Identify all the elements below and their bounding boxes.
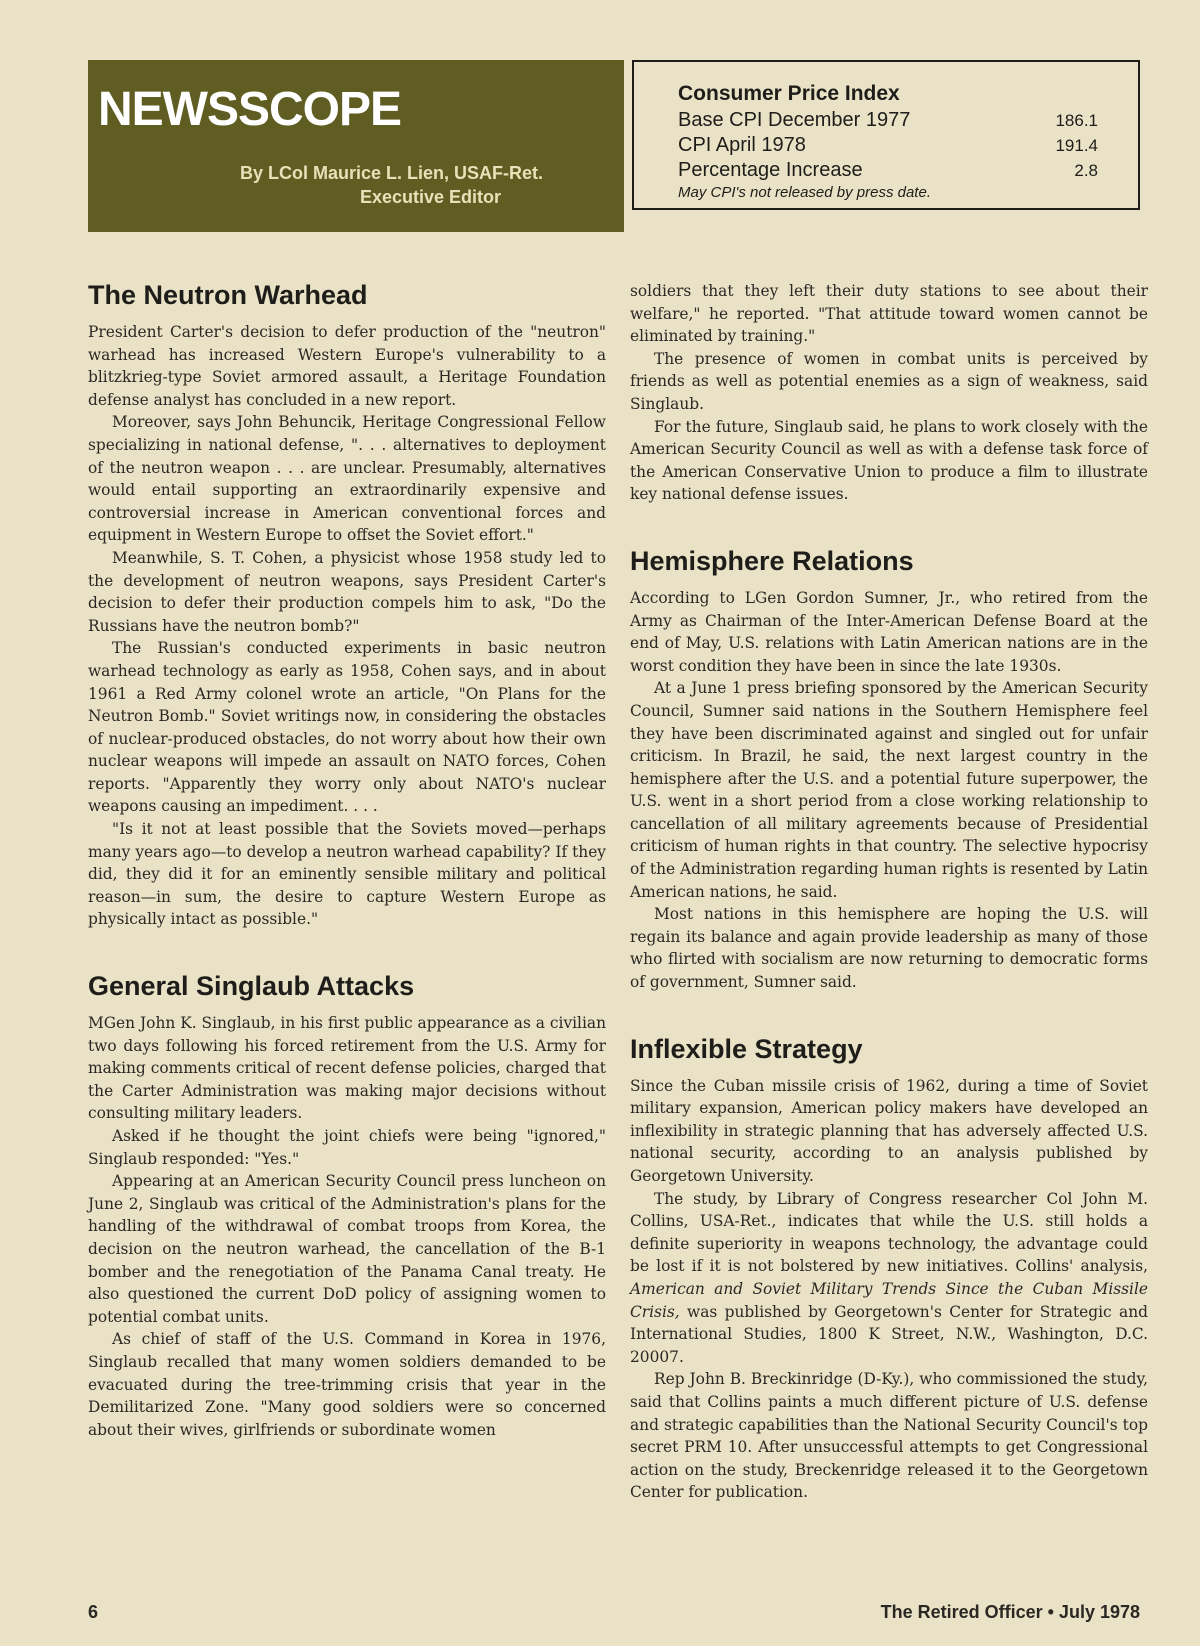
article-paragraph: The Russian's conducted experiments in basic neutron warhead technology as early as 1958, Cohen says, and in about 1961 a Red Army colonel wrote an article, "On Plans for the Neutron Bomb." Soviet writings now, in considering the obstacles of nuclear-produced obstacles, do not worry about how their own nuclear weapons will impede an assault on NATO forces, Cohen reports. "Apparently they worry only about NATO's nuclear weapons causing an impediment. . . . (88, 639, 606, 816)
cpi-row-value: 2.8 (1074, 161, 1098, 180)
article-paragraph (630, 1188, 1148, 1369)
article-paragraph: Meanwhile, S. T. Cohen, a physicist whose 1958 study led to the development of neutron weapons, says President Carter's decision to defer their production compels him to ask, "Do the Russians have the neutron bomb?" (88, 548, 606, 635)
left-column (88, 278, 606, 1441)
article-paragraph: soldiers that they left their duty stations to see about their welfare," he reported. "That attitude toward women cannot be eliminated by training." (630, 282, 1148, 346)
section-gap (630, 994, 1148, 1032)
paragraph-text: The study, by Library of Congress researcher Col John M. Collins, USA-Ret., indicates that while the U.S. still holds a definite superiority in weapons technology, the advantage could be lost if it is not bolstered by new initiatives. Collins' analysis, (630, 1189, 1148, 1276)
section-gap (630, 506, 1148, 544)
newsscope-banner (88, 60, 624, 232)
article-paragraph: "Is it not at least possible that the Soviets moved—perhaps many years ago—to develop a neutron warhead capability? If they did, they did it for an eminently sensible military and political reason—in sum, the desire to capture Western Europe as physically intact as possible." (88, 820, 606, 929)
banner-byline (98, 161, 543, 209)
cpi-note: May CPI's not released by press date. (678, 184, 931, 201)
article-paragraph: Most nations in this hemisphere are hoping the U.S. will regain its balance and again provide leadership as many of those who flirted with socialism are now returning to democratic forms of government, Sumner said. (630, 905, 1148, 992)
article-heading: The Neutron Warhead (88, 280, 368, 310)
cpi-row-value: 191.4 (1055, 136, 1098, 155)
article-paragraph: Since the Cuban missile crisis of 1962, during a time of Soviet military expansion, American policy makers have developed an inflexibility in strategic planning that has adversely affected U.S. national security, according to an analysis published by Georgetown University. (630, 1076, 1148, 1185)
right-column (630, 280, 1148, 1504)
cpi-row (678, 159, 1098, 185)
article-paragraph: According to LGen Gordon Sumner, Jr., who retired from the Army as Chairman of the Inter-American Defense Board at the end of May, U.S. relations with Latin American nations are in the worst condition they have been in since the late 1930s. (630, 588, 1148, 675)
byline-author: By LCol Maurice L. Lien, USAF-Ret. (239, 163, 543, 183)
cpi-row (678, 109, 1098, 135)
paragraph-text: was published by Georgetown's Center for Strategic and International Studies, 1800 K Street, N.W., Washington, D.C. 20007. (630, 1302, 1148, 1366)
cpi-row (678, 134, 1098, 160)
article-heading: Hemisphere Relations (630, 545, 914, 576)
publication-footer: The Retired Officer • July 1978 (880, 1602, 1140, 1622)
article-paragraph: President Carter's decision to defer production of the "neutron" warhead has increased Western Europe's vulnerability to a blitzkrieg-type Soviet armored assault, a Heritage Foundation defense analyst has concluded in a new report. (88, 323, 606, 409)
page-number: 6 (88, 1602, 99, 1622)
article-paragraph: MGen John K. Singlaub, in his first public appearance as a civilian two days following his forced retirement from the U.S. Army for making comments critical of recent defense policies, charged that the Carter Administration was making major decisions without consulting military leaders. (88, 1014, 606, 1123)
cpi-title: Consumer Price Index (678, 82, 900, 105)
article-heading: Inflexible Strategy (630, 1033, 863, 1064)
byline-role: Executive Editor (359, 187, 501, 207)
article-paragraph: The presence of women in combat units is perceived by friends as well as potential enemies as a sign of weakness, said Singlaub. (630, 349, 1148, 413)
book-title: American and Soviet Military Trends Since the Cuban Missile Crisis, (630, 1279, 1148, 1321)
article-paragraph: As chief of staff of the U.S. Command in Korea in 1976, Singlaub recalled that many women soldiers demanded to be evacuated during the tree-trimming crisis that year in the Demilitarized Zone. "Many good soldiers were so concerned about their wives, girlfriends or subordinate women (88, 1330, 606, 1439)
cpi-box (632, 60, 1140, 210)
banner-title: NEWSSCOPE (98, 83, 402, 136)
article-paragraph: Asked if he thought the joint chiefs were being "ignored," Singlaub responded: "Yes." (88, 1127, 606, 1168)
article-paragraph: Rep John B. Breckinridge (D-Ky.), who commissioned the study, said that Collins paints a much different picture of U.S. defense and strategic capabilities than the National Security Council's top secret PRM 10. After unsuccessful attempts to get Congressional action on the study, Breckenridge released it to the Georgetown Center for publication. (630, 1370, 1148, 1502)
article-paragraph: For the future, Singlaub said, he plans to work closely with the American Security Council as well as with a defense task force of the American Conservative Union to produce a film to illustrate key national defense issues. (630, 417, 1148, 504)
article-paragraph: Appearing at an American Security Council press luncheon on June 2, Singlaub was critical of the Administration's plans for the handling of the withdrawal of combat troops from Korea, the decision on the neutron warhead, the cancellation of the B-1 bomber and the renegotiation of the Panama Canal treaty. He also questioned the current DoD policy of assigning women to potential combat units. (88, 1172, 606, 1326)
cpi-row-label: CPI April 1978 (678, 134, 806, 156)
article-heading: General Singlaub Attacks (88, 971, 415, 1002)
section-gap (88, 931, 606, 969)
cpi-row-label: Base CPI December 1977 (678, 109, 911, 131)
cpi-row-label: Percentage Increase (678, 159, 863, 181)
article-paragraph: Moreover, says John Behuncik, Heritage Congressional Fellow specializing in national defense, ". . . alternatives to deployment of the neutron weapon . . . are unclear. Presumably, alternatives would entail supporting an extraordinarily expensive and controversial increase in American conventional forces and equipment in Western Europe to offset the Soviet effort." (88, 413, 606, 545)
cpi-row-value: 186.1 (1055, 111, 1098, 130)
article-paragraph: At a June 1 press briefing sponsored by the American Security Council, Sumner said nations in the Southern Hemisphere feel they have been discriminated against and singled out for unfair criticism. In Brazil, he said, the next largest country in the hemisphere after the U.S. and a potential future superpower, the U.S. went in a short period from a close working relationship to cancellation of all military agreements because of Presidential criticism of human rights in that country. The selective hypocrisy of the Administration regarding human rights is resented by Latin American nations, he said. (630, 679, 1148, 901)
